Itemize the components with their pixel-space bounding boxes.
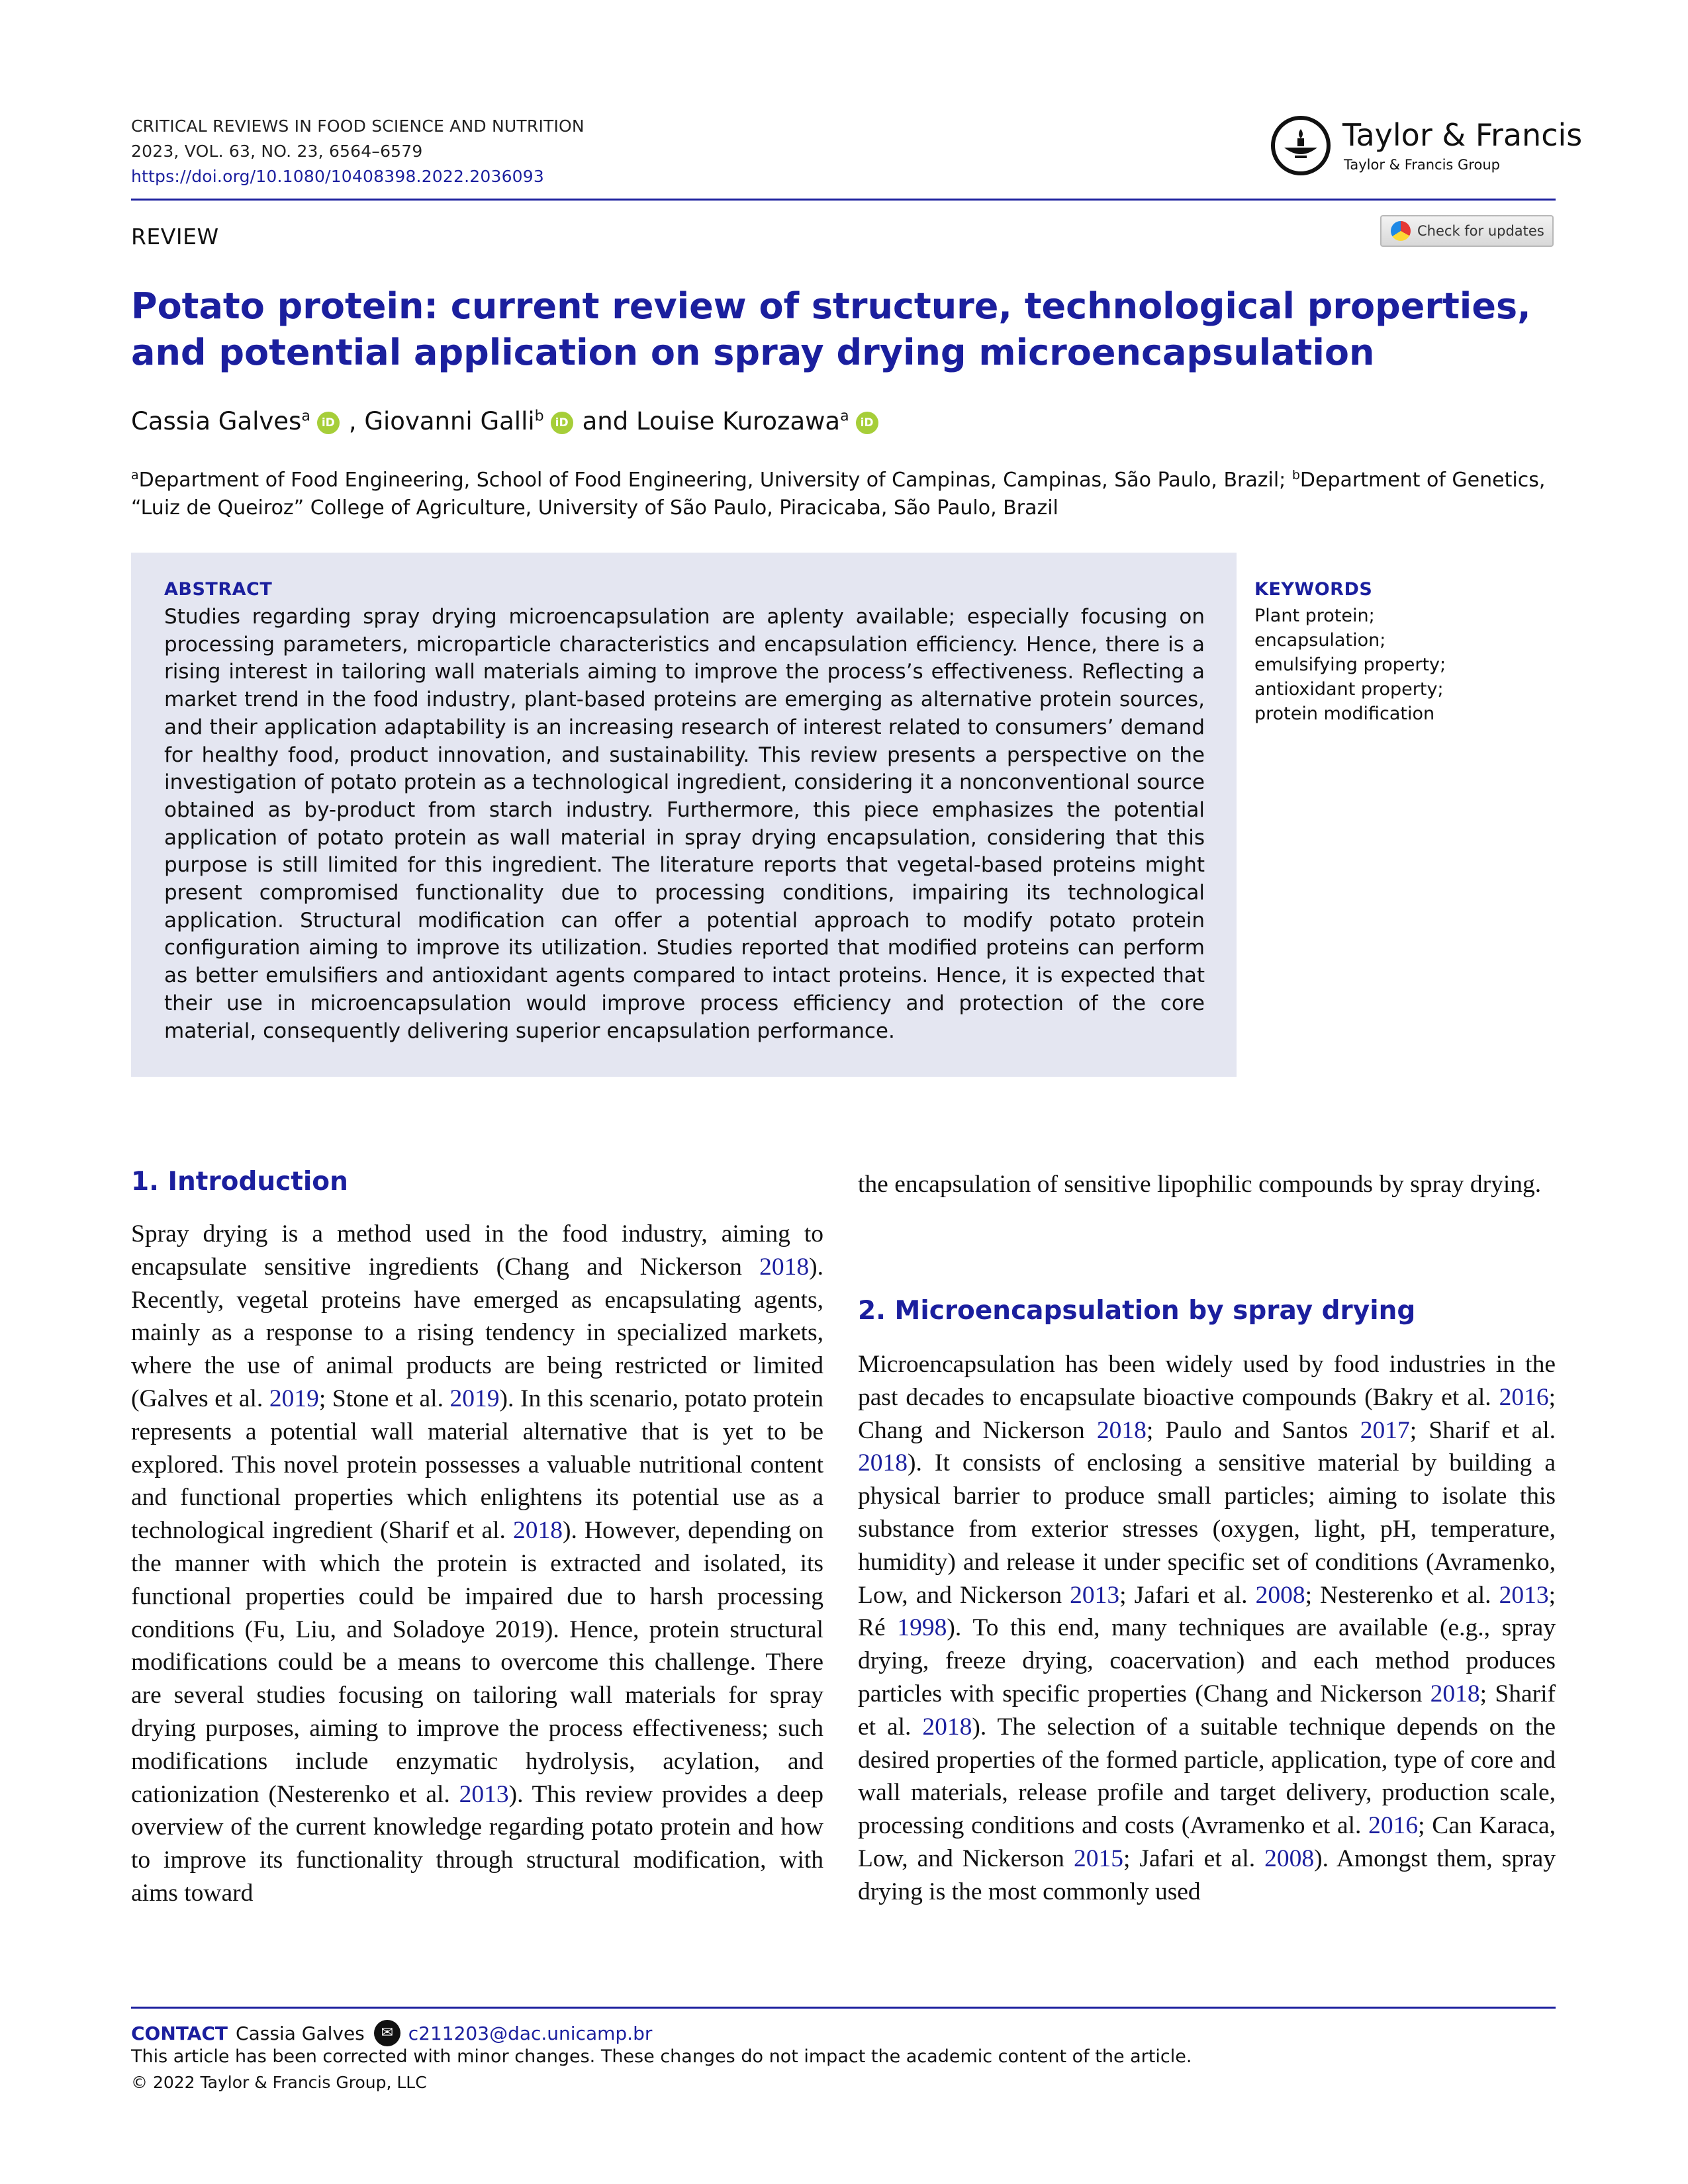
citation-link[interactable]: 2019 <box>449 1385 500 1412</box>
author-name: Cassia Galves <box>131 407 302 435</box>
crossmark-icon <box>1391 221 1411 241</box>
affiliation-text: Department of Food Engineering, School of Food Engineering, University of Campinas, Campinas, São Paulo, Brazil; <box>138 469 1286 492</box>
publisher-name: Taylor & Francis <box>1342 117 1583 153</box>
affiliation-text: Department of Genetics, “Luiz de Queiroz” College of Agriculture, University of São Paulo, Piracicaba, São Paulo, Brazil <box>131 469 1546 520</box>
keyword-item: encapsulation; <box>1254 630 1386 651</box>
orcid-icon[interactable]: iD <box>551 412 573 434</box>
author-affiliation-mark: a <box>301 408 310 425</box>
keyword-item: protein modification <box>1254 704 1435 724</box>
volume-info: 2023, VOL. 63, NO. 23, 6564–6579 <box>131 142 423 161</box>
author-separator: , <box>348 407 357 435</box>
microencapsulation-heading: 2. Microencapsulation by spray drying <box>858 1296 1416 1326</box>
citation-link[interactable]: 2013 <box>459 1780 509 1808</box>
check-for-updates-button[interactable] <box>1380 215 1554 247</box>
citation-link[interactable]: 2016 <box>1368 1812 1419 1840</box>
header-divider <box>131 199 1556 201</box>
citation-link[interactable]: 2018 <box>858 1449 908 1477</box>
publisher-group: Taylor & Francis Group <box>1344 157 1500 173</box>
article-title: Potato protein: current review of structure, technological properties, and potential application on spray drying microencapsulation <box>131 285 1531 373</box>
citation-link[interactable]: 2013 <box>1070 1581 1120 1609</box>
abstract-text: Studies regarding spray drying microencapsulation are aplenty available; especially focusing on processing parameters, microparticle characteristics and encapsulation efficiency. Hence, there is a rising interest in tailoring wall materials aiming to improve the process’s effectiveness. Reflecting a market trend in the food industry, plant-based proteins are emerging as alternative protein sources, and their application adaptability is an increasing research of interest related to consumers’ demand for healthy food, product innovation, and sustainability. This review presents a perspective on the investigation of potato protein as a technological ingredient, considering it a nonconventional source obtained as by-product from starch industry. Furthermore, this piece emphasizes the potential application of potato protein as wall material in spray drying encapsulation, considering that this purpose is still limited for this ingredient. The literature reports that vegetal-based proteins might present compromised functionality due to processing conditions, impairing its technological application. Structural modification can offer a potential approach to modify potato protein configuration aiming to improve its utilization. Studies reported that modified proteins can perform as better emulsifiers and antioxidant agents compared to intact proteins. Hence, it is expected that their use in microencapsulation would improve process efficiency and protection of the core material, consequently delivering superior encapsulation performance. <box>164 605 1205 1043</box>
introduction-continuation: the encapsulation of sensitive lipophilic compounds by spray drying. <box>858 1171 1542 1198</box>
author-list <box>131 407 1556 435</box>
contact-email-link[interactable]: c211203@dac.unicamp.br <box>408 2022 653 2044</box>
doi-link[interactable]: https://doi.org/10.1080/10408398.2022.2036093 <box>131 167 545 186</box>
lamp-icon <box>1271 116 1331 175</box>
citation-link[interactable]: 2015 <box>1073 1844 1123 1872</box>
citation-link[interactable]: 2018 <box>512 1517 563 1545</box>
citation-link[interactable]: 1998 <box>897 1614 947 1642</box>
author-name: Louise Kurozawa <box>636 407 841 435</box>
citation-link[interactable]: 2018 <box>922 1713 972 1741</box>
correction-note: This article has been corrected with minor changes. These changes do not impact the academic content of the article. <box>131 2046 1192 2067</box>
author-affiliation-mark: a <box>840 408 849 425</box>
citation-link[interactable]: 2008 <box>1255 1581 1305 1609</box>
keywords-list <box>1254 604 1539 726</box>
author-affiliation-mark: b <box>534 408 544 425</box>
contact-name: Cassia Galves <box>236 2022 365 2044</box>
keyword-item: antioxidant property; <box>1254 679 1444 700</box>
citation-link[interactable]: 2018 <box>1096 1416 1147 1444</box>
footer-divider <box>131 2007 1556 2009</box>
introduction-heading: 1. Introduction <box>131 1167 348 1197</box>
publisher-logo <box>1271 116 1583 182</box>
citation-link[interactable]: 2008 <box>1264 1844 1315 1872</box>
citation-link[interactable]: 2013 <box>1499 1581 1549 1609</box>
microencapsulation-text: Microencapsulation has been widely used by food industries in the past decades to encapsulate bioactive compounds (Bakry et al. 2016; Chang and Nickerson 2018; Paulo and Santos 2017; Sharif et al. 2018). It consists of enclosing a sensitive material by building a physical barrier to produce small particles; aiming to isolate this substance from exterior stresses (oxygen, light, pH, temperature, humidity) and release it under specific set of conditions (Avramenko, Low, and Nickerson 2013; Jafari et al. 2008; Nesterenko et al. 2013; Ré 1998). To this end, many techniques are available (e.g., spray drying, freeze drying, coacervation) and each method produces particles with specific properties (Chang and Nickerson 2018; Sharif et al. 2018). The selection of a suitable technique depends on the desired properties of the formed particle, application, type of core and wall materials, release profile and target delivery, production scale, processing conditions and costs (Avramenko et al. 2016; Can Karaca, Low, and Nickerson 2015; Jafari et al. 2008). Amongst them, spray drying is the most commonly used <box>858 1351 1556 1905</box>
envelope-icon: ✉ <box>374 2020 400 2046</box>
citation-link[interactable]: 2018 <box>759 1253 810 1281</box>
contact-label: CONTACT <box>131 2022 228 2044</box>
author-name: Giovanni Galli <box>364 407 535 435</box>
journal-name: CRITICAL REVIEWS IN FOOD SCIENCE AND NUTRITION <box>131 116 585 136</box>
article-type: REVIEW <box>131 224 219 250</box>
keywords-heading: KEYWORDS <box>1254 579 1373 600</box>
contact-line <box>131 2020 652 2046</box>
author-separator: and <box>582 407 629 435</box>
citation-link[interactable]: 2019 <box>269 1385 319 1412</box>
orcid-icon[interactable]: iD <box>317 412 340 434</box>
affiliation-mark: b <box>1291 468 1300 482</box>
citation-link[interactable]: 2016 <box>1499 1383 1549 1411</box>
journal-header <box>131 114 925 189</box>
keyword-item: emulsifying property; <box>1254 655 1446 675</box>
citation-link[interactable]: 2017 <box>1360 1416 1410 1444</box>
orcid-icon[interactable]: iD <box>856 412 878 434</box>
affiliation-mark: a <box>131 468 139 482</box>
introduction-text: Spray drying is a method used in the food industry, aiming to encapsulate sensitive ingredients (Chang and Nickerson 2018). Recently, vegetal proteins have emerged as encapsulating agents, mainly as a response to a rising tendency in specialized markets, where the use of animal products are being restricted or limited (Galves et al. 2019; Stone et al. 2019). In this scenario, potato protein represents a potential wall material alternative that is yet to be explored. This novel protein possesses a valuable nutritional content and functional properties which enlightens its potential use as a technological ingredient (Sharif et al. 2018). However, depending on the manner with which the protein is extracted and isolated, its functional properties could be impaired due to harsh processing conditions (Fu, Liu, and Soladoye 2019). Hence, protein structural modifications could be a means to overcome this challenge. There are several studies focusing on tailoring wall materials for spray drying purposes, aiming to improve the process effectiveness; such modifications include enzymatic hydrolysis, acylation, and cationization (Nesterenko et al. 2013). This review provides a deep overview of the current knowledge regarding potato protein and how to improve its functionality through structural modification, with aims toward <box>131 1220 823 1907</box>
abstract-heading: ABSTRACT <box>164 579 273 600</box>
check-updates-label: Check for updates <box>1417 223 1544 239</box>
citation-link[interactable]: 2018 <box>1430 1680 1480 1707</box>
copyright: © 2022 Taylor & Francis Group, LLC <box>131 2073 427 2092</box>
affiliations <box>131 461 1556 522</box>
keyword-item: Plant protein; <box>1254 606 1375 626</box>
